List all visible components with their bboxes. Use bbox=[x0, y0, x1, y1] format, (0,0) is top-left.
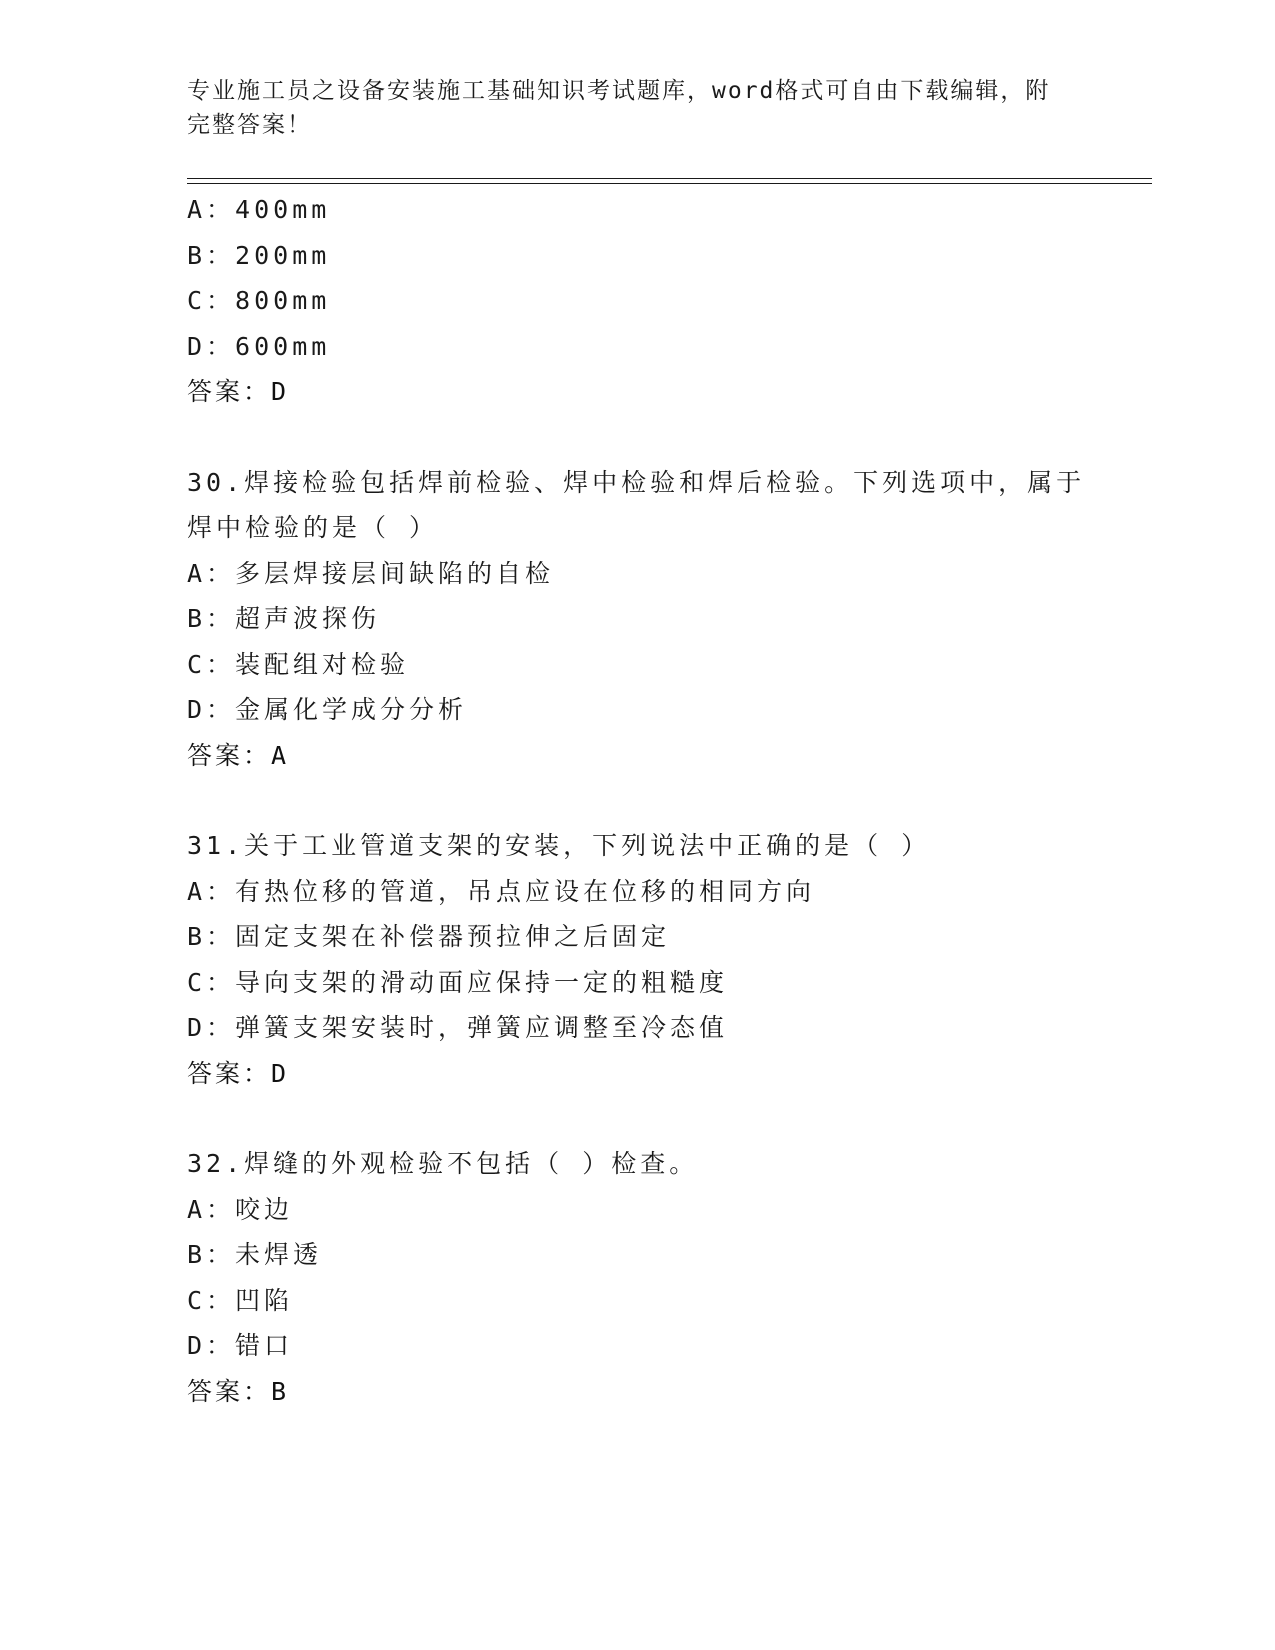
header-divider-top bbox=[187, 178, 1152, 179]
question-text-line-1: 32.焊缝的外观检验不包括（ ）检查。 bbox=[187, 1149, 699, 1178]
question-list bbox=[187, 187, 1087, 1414]
option-c: C：800mm bbox=[187, 286, 331, 315]
document-header: 专业施工员之设备安装施工基础知识考试题库，word格式可自由下载编辑，附完整答案！ bbox=[187, 78, 1051, 138]
option-a: A：多层焊接层间缺陷的自检 bbox=[187, 558, 555, 588]
option-d: D：600mm bbox=[187, 331, 331, 361]
option-b: B：固定支架在补偿器预拉伸之后固定 bbox=[187, 922, 671, 951]
question-block-29 bbox=[187, 187, 1087, 415]
answer-line: 答案：A bbox=[187, 740, 290, 770]
block-spacer bbox=[187, 1096, 1087, 1141]
question-block-32 bbox=[187, 1141, 1087, 1414]
question-block-31 bbox=[187, 823, 1087, 1096]
answer-line: 答案：B bbox=[187, 1376, 290, 1406]
option-a: A：有热位移的管道，吊点应设在位移的相同方向 bbox=[187, 876, 816, 906]
option-c: C：导向支架的滑动面应保持一定的粗糙度 bbox=[187, 967, 729, 997]
header-divider-bottom bbox=[187, 183, 1152, 184]
option-c: C：装配组对检验 bbox=[187, 649, 410, 679]
question-text-line-1: 30.焊接检验包括焊前检验、焊中检验和焊后检验。下列选项中，属于 bbox=[187, 467, 1086, 497]
option-a: A：咬边 bbox=[187, 1194, 294, 1224]
option-b: B：未焊透 bbox=[187, 1240, 323, 1269]
question-text-line-1: 31.关于工业管道支架的安装，下列说法中正确的是（ ） bbox=[187, 831, 931, 860]
option-d: D：金属化学成分分析 bbox=[187, 695, 468, 724]
option-c: C：凹陷 bbox=[187, 1285, 294, 1315]
option-d: D：弹簧支架安装时，弹簧应调整至冷态值 bbox=[187, 1013, 729, 1042]
answer-line: 答案：D bbox=[187, 1058, 290, 1088]
block-spacer bbox=[187, 415, 1087, 460]
option-a: A：400mm bbox=[187, 195, 331, 224]
block-spacer bbox=[187, 778, 1087, 823]
answer-line: 答案：D bbox=[187, 377, 290, 406]
option-b: B：超声波探伤 bbox=[187, 604, 381, 633]
question-text-line-2: 焊中检验的是（ ） bbox=[187, 513, 439, 542]
option-b: B：200mm bbox=[187, 240, 331, 270]
question-block-30 bbox=[187, 460, 1087, 779]
option-d: D：错口 bbox=[187, 1331, 294, 1360]
